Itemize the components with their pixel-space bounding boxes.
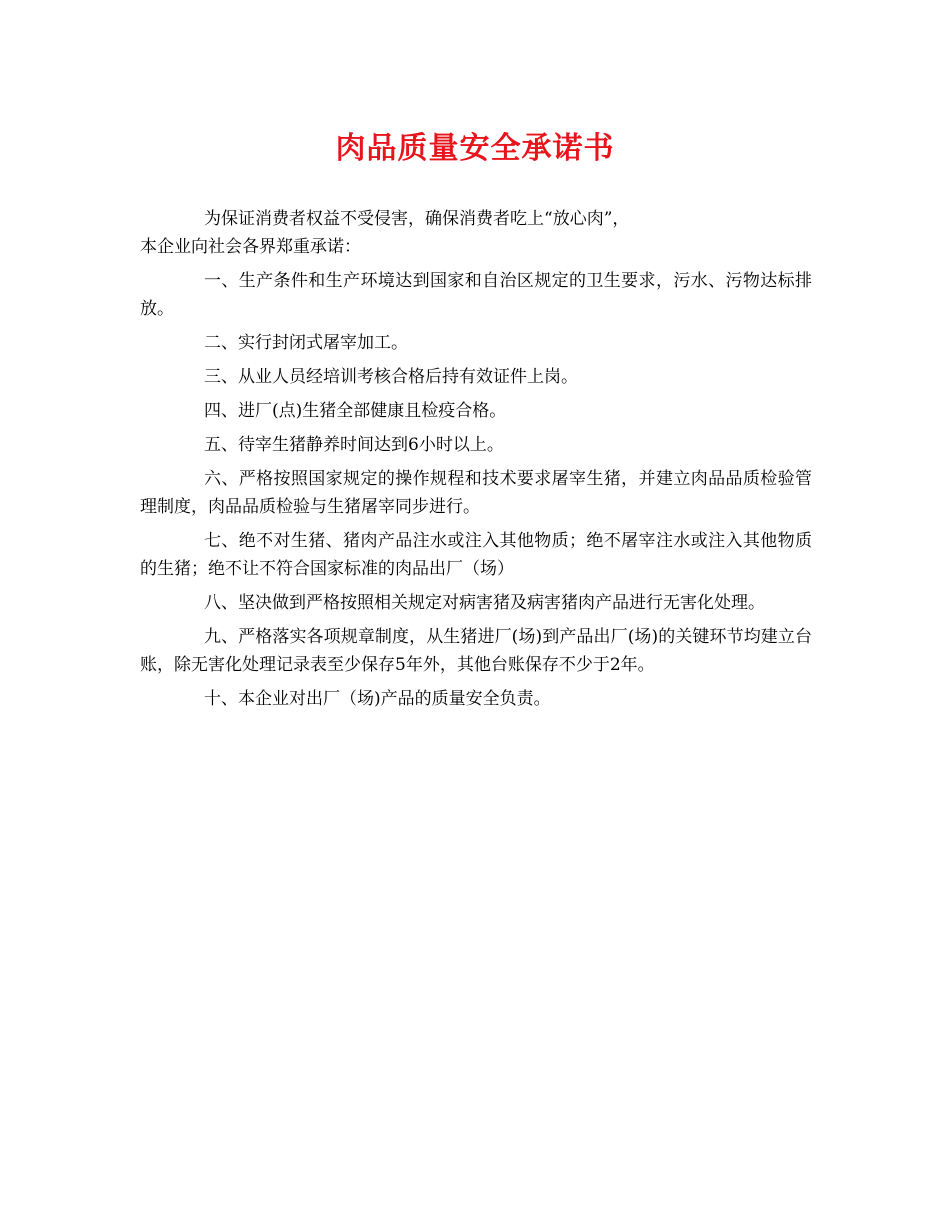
- commitment-item-9: 九、严格落实各项规章制度，从生猪进厂(场)到产品出厂(场)的关键环节均建立台账，除无害化处理记录表至少保存5年外，其他台账保存不少于2年。: [140, 627, 812, 675]
- commitment-item-1: 一、生产条件和生产环境达到国家和自治区规定的卫生要求，污水、污物达标排放。: [140, 271, 812, 319]
- commitment-item-3: 三、从业人员经培训考核合格后持有效证件上岗。: [204, 367, 578, 387]
- intro-paragraph-line-2: 本企业向社会各界郑重承诺：: [140, 237, 361, 257]
- commitment-item-8: 八、坚决做到严格按照相关规定对病害猪及病害猪肉产品进行无害化处理。: [204, 593, 765, 613]
- intro-paragraph-line-1: 为保证消费者权益不受侵害，确保消费者吃上“放心肉”，: [204, 209, 630, 229]
- commitment-item-5: 五、待宰生猪静养时间达到6小时以上。: [204, 435, 504, 455]
- commitment-item-6: 六、严格按照国家规定的操作规程和技术要求屠宰生猪，并建立肉品品质检验管理制度，肉品品质检验与生猪屠宰同步进行。: [140, 469, 812, 517]
- commitment-item-10: 十、本企业对出厂（场)产品的质量安全负责。: [204, 689, 551, 709]
- document-title: 肉品质量安全承诺书: [335, 131, 615, 166]
- commitment-item-7: 七、绝不对生猪、猪肉产品注水或注入其他物质；绝不屠宰注水或注入其他物质的生猪；绝不让不符合国家标准的肉品出厂（场）: [140, 531, 812, 579]
- document-body: [140, 205, 812, 719]
- commitment-item-2: 二、实行封闭式屠宰加工。: [204, 333, 408, 353]
- commitment-item-4: 四、进厂(点)生猪全部健康且检疫合格。: [204, 401, 507, 421]
